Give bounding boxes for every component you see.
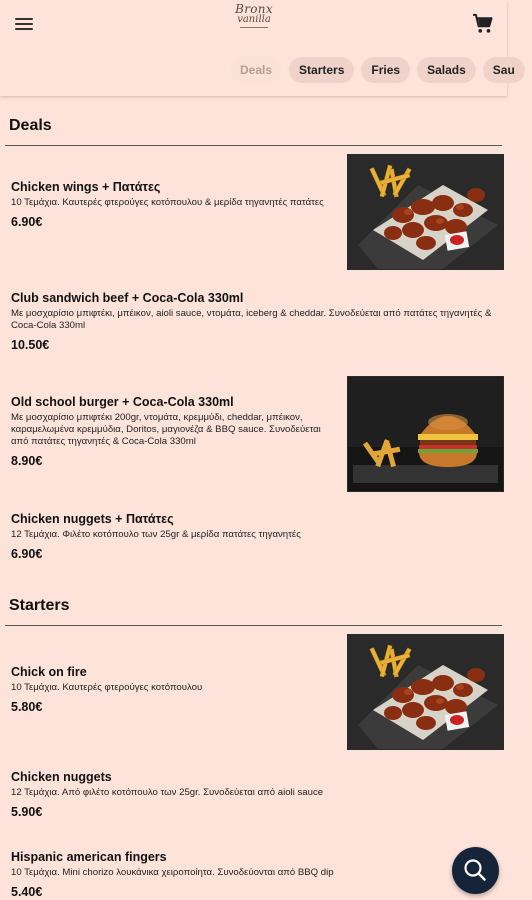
item-description: 10 Τεμάχια. Καυτερές φτερούγες κοτόπουλου & μερίδα τηγανητές πατάτες [11, 197, 324, 208]
app-header [0, 0, 515, 96]
chicken-wings-photo[interactable] [347, 634, 504, 750]
tab-starters[interactable]: Starters [289, 57, 354, 83]
section-title-deals: Deals [9, 117, 52, 134]
item-name: Chicken wings + Πατάτες [11, 180, 161, 194]
item-price: 5.90€ [11, 805, 43, 819]
section-divider [5, 145, 502, 146]
shopping-cart-icon[interactable] [472, 14, 494, 34]
item-name: Old school burger + Coca-Cola 330ml [11, 395, 234, 409]
item-name: Club sandwich beef + Coca-Cola 330ml [11, 291, 244, 305]
item-price: 5.80€ [11, 700, 43, 714]
chicken-wings-photo[interactable] [347, 154, 504, 270]
item-name: Hispanic american fingers [11, 850, 167, 864]
section-divider [5, 625, 502, 626]
menu-item[interactable] [11, 395, 333, 468]
menu-item[interactable] [11, 512, 496, 561]
search-icon [452, 847, 499, 894]
item-price: 10.50€ [11, 338, 50, 352]
item-description: 12 Τεμάχια. Από φιλέτο κοτόπουλο των 25gr. Συνοδεύεται από aioli sauce [11, 787, 324, 798]
item-price: 5.40€ [11, 885, 43, 899]
tab-salads[interactable]: Salads [417, 57, 476, 83]
item-description: 12 Τεμάχια. Φιλέτο κοτόπουλο των 25gr & μερίδα πατάτες τηγανητές [11, 529, 301, 540]
menu-item[interactable] [11, 770, 496, 819]
category-tabs [230, 57, 532, 85]
item-price: 6.90€ [11, 547, 43, 561]
logo-text: Bronx [235, 2, 273, 16]
item-description: Με μοσχαρίσιο μπιφτέκι 200gr, ντομάτα, κρεμμύδι, cheddar, μπέικον, καραμελωμένα κρεμμύδια, Doritos, μαγιονέζα & BBQ sauce. Συνοδεύεται από πατάτες τηγανητές & Coca-Cola 330ml [11, 412, 321, 447]
burger-photo[interactable] [347, 376, 504, 492]
search-button[interactable] [452, 847, 499, 894]
menu-item[interactable] [11, 180, 341, 229]
item-description: Με μοσχαρίσιο μπιφτέκι, μπέικον, aioli sauce, ντομάτα, iceberg & cheddar. Συνοδεύεται από πατάτες τηγανητές & Coca-Cola 330ml [11, 308, 492, 331]
section-title-starters: Starters [9, 597, 70, 614]
tab-fries[interactable]: Fries [361, 57, 410, 83]
tab-sauces[interactable]: Sau [483, 57, 525, 83]
menu-item[interactable] [11, 850, 441, 899]
hamburger-menu-icon[interactable] [15, 15, 33, 31]
item-name: Chicken nuggets + Πατάτες [11, 512, 174, 526]
item-name: Chick on fire [11, 665, 87, 679]
logo-subtext: vanilla [237, 14, 271, 25]
item-price: 6.90€ [11, 215, 43, 229]
menu-item[interactable] [11, 291, 496, 352]
item-price: 8.90€ [11, 454, 43, 468]
item-description: 10 Τεμάχια. Καυτερές φτερούγες κοτόπουλου [11, 682, 203, 693]
item-description: 10 Τεμάχια. Mini chorizo λουκάνικα χειροποίητα. Συνοδεύονται από BBQ dip [11, 867, 334, 878]
tab-deals[interactable]: Deals [230, 57, 282, 83]
brand-logo[interactable] [226, 4, 282, 42]
menu-item[interactable] [11, 665, 341, 714]
item-name: Chicken nuggets [11, 770, 112, 784]
